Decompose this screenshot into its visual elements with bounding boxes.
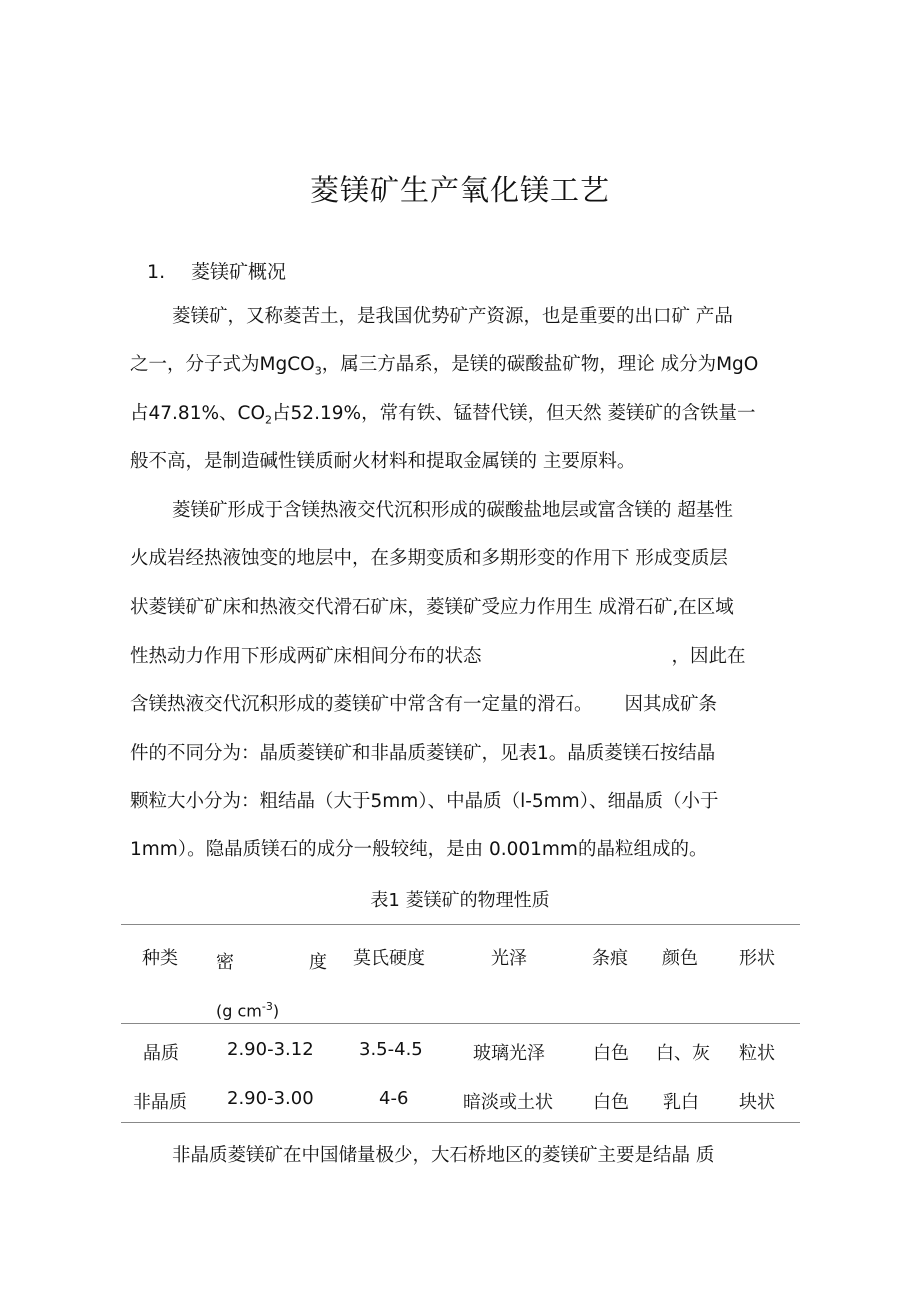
paragraph-line: 般不高，是制造碱性镁质耐火材料和提取金属镁的 主要原料。 [130,451,636,472]
table-cell: 乳白 [663,1092,699,1113]
section-title: 菱镁矿概况 [191,261,287,283]
header-density-unit: (g $cm^{-3}$) [216,1000,280,1021]
header-shape: 形状 [739,948,775,969]
paragraph-line: 菱镁矿形成于含镁热液交代沉积形成的碳酸盐地层或富含镁的 超基性 [172,500,733,521]
table-cell: 4-6 [379,1088,409,1109]
section-number: 1. [147,261,166,283]
paragraph-line: 性热动力作用下形成两矿床相间分布的状态 ，因此在 [130,646,746,667]
table-cell: 非晶质 [133,1092,187,1113]
paragraph-line: 件的不同分为：晶质菱镁矿和非晶质菱镁矿，见表1。晶质菱镁石按结晶 [130,743,716,764]
table-cell: 白色 [593,1092,629,1113]
paragraph-line: 1mm）。隐晶质镁石的成分一般较纯，是由 0.001mm的晶粒组成的。 [130,839,708,860]
table-cell: 白色 [593,1043,629,1064]
header-hardness: 莫氏硬度 [353,948,425,969]
table-top-rule [121,924,800,925]
header-density-a: 密 [216,952,234,973]
header-density-b: 度 [309,952,327,973]
paragraph-line: 非晶质菱镁矿在中国储量极少，大石桥地区的菱镁矿主要是结晶 质 [172,1145,715,1166]
table-header-rule [121,1023,800,1024]
table-cell: 白、灰 [656,1043,710,1064]
paragraph-line: 之一，分子式为MgCO$_3$，属三方晶系，是镁的碳酸盐矿物，理论 成分为MgO [130,354,759,378]
section-heading [147,257,286,284]
table-bottom-rule [121,1122,800,1123]
table-cell: 2.90-3.00 [227,1088,314,1109]
paragraph-line: 占47.81%、$CO_2$占52.19%，常有铁、锰替代镁，但天然 菱镁矿的含铁量一 [130,403,756,427]
document-title: 菱镁矿生产氧化镁工艺 [309,173,610,207]
paragraph-line: 菱镁矿，又称菱苦土，是我国优势矿产资源，也是重要的出口矿 产品 [172,306,733,327]
table-caption: 表1 菱镁矿的物理性质 [370,890,550,911]
header-luster: 光泽 [491,948,527,969]
table-cell: 3.5-4.5 [359,1039,423,1060]
paragraph-line: 状菱镁矿矿床和热液交代滑石矿床，菱镁矿受应力作用生 成滑石矿,在区域 [130,597,734,618]
header-type: 种类 [142,948,178,969]
table-cell: 块状 [739,1092,775,1113]
table-cell: 2.90-3.12 [227,1039,314,1060]
paragraph-line: 含镁热液交代沉积形成的菱镁矿中常含有一定量的滑石。 因其成矿条 [130,694,718,715]
table-cell: 粒状 [739,1043,775,1064]
header-color: 颜色 [662,948,698,969]
paragraph-line: 颗粒大小分为：粗结晶（大于5mm）、中晶质（l-5mm）、细晶质（小于 [130,791,719,812]
table-cell: 晶质 [143,1043,179,1064]
table-cell: 玻璃光泽 [473,1043,545,1064]
table-cell: 暗淡或土状 [463,1092,553,1113]
paragraph-line: 火成岩经热液蚀变的地层中，在多期变质和多期形变的作用下 形成变质层 [130,548,728,569]
header-streak: 条痕 [592,948,628,969]
